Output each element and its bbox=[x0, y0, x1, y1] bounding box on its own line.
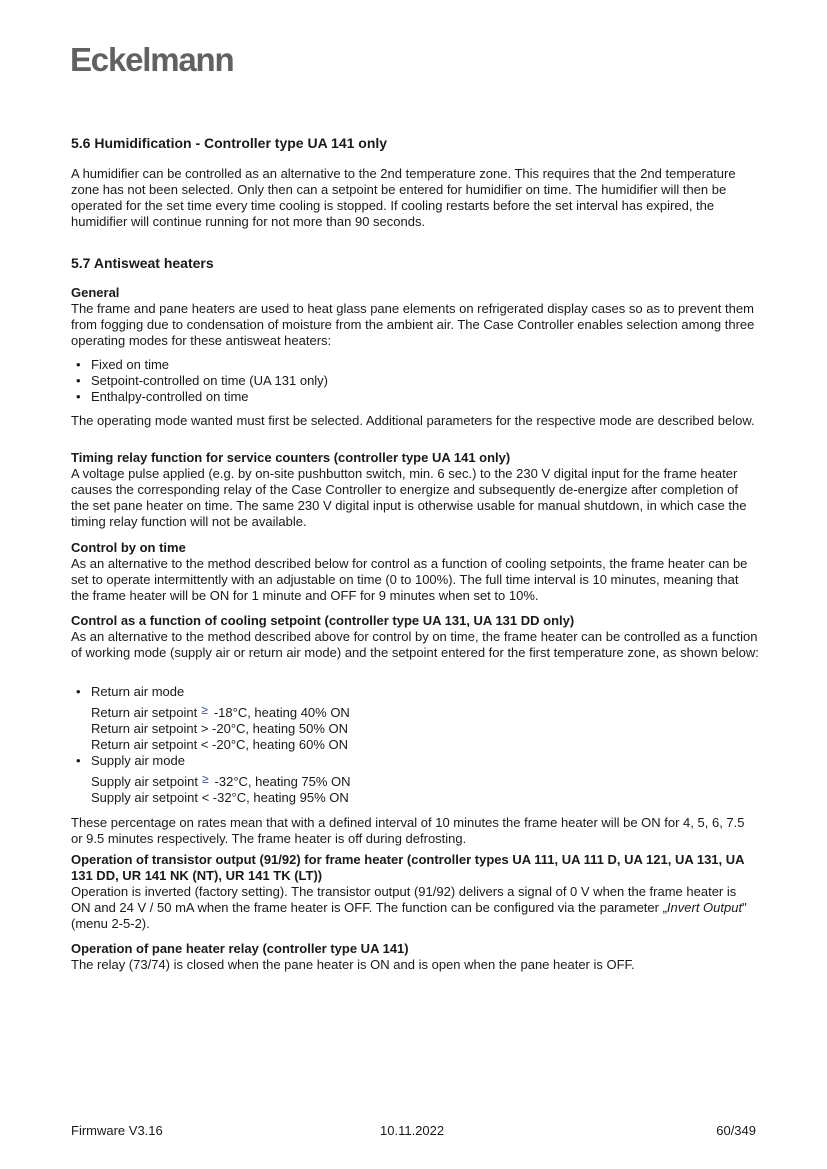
ontime-heading: Control by on time bbox=[71, 540, 186, 555]
footer-page-number: 60/349 bbox=[716, 1123, 756, 1138]
operating-modes-list bbox=[71, 357, 759, 405]
general-heading: General bbox=[71, 285, 120, 300]
footer-firmware: Firmware V3.16 bbox=[71, 1123, 163, 1138]
setpoint-text: Return air setpoint bbox=[91, 705, 198, 720]
text: " (menu 2-5-2). bbox=[71, 900, 747, 931]
text: Operation is inverted (factory setting). The transistor output (91/92) delivers a signal of 0 V when the frame heater is ON and 24 V / 50 mA when the frame heater is OFF. The function can be configured via the parameter „ bbox=[71, 884, 737, 915]
cooling-body: As an alternative to the method described above for control by on time, the frame heater can be controlled as a function of working mode (supply air or return air mode) and the setpoint entered for the first temperature zone, as shown below: bbox=[71, 629, 759, 660]
timing-body: A voltage pulse applied (e.g. by on-site pushbutton switch, min. 6 sec.) to the 230 V digital input for the frame heater causes the corresponding relay of the Case Controller to energize and subsequently de-energize after completion of the set pane heater on time. The same 230 V digital input is otherwise usable for manual shutdown, in which case the timing relay function will not be available. bbox=[71, 466, 747, 529]
cooling-heading: Control as a function of cooling setpoint (controller type UA 131, UA 131 DD only) bbox=[71, 613, 575, 628]
ontime-body: As an alternative to the method described below for control as a function of cooling setpoints, the frame heater can be set to operate intermittently with an adjustable on time (0 to 100%). The full time interval is 10 minutes, meaning that the frame heater will be ON for 1 minute and OFF for 9 minutes when set to 10%. bbox=[71, 556, 748, 603]
pane-body: The relay (73/74) is closed when the pane heater is ON and is open when the pane heater is OFF. bbox=[71, 957, 635, 972]
list-item: • Fixed on time bbox=[71, 357, 759, 373]
setpoint-text: -32°C, heating 75% ON bbox=[214, 774, 351, 789]
footer-date: 10.11.2022 bbox=[380, 1123, 445, 1138]
eckelmann-logo: Eckelmann bbox=[70, 41, 234, 78]
ge-symbol: ≥ bbox=[201, 772, 209, 786]
list-item: • Enthalpy-controlled on time bbox=[71, 389, 759, 405]
setpoint-list bbox=[71, 684, 759, 806]
transistor-body bbox=[71, 884, 759, 932]
pane-heading: Operation of pane heater relay (controller type UA 141) bbox=[71, 941, 409, 956]
parameter-name: Invert Output bbox=[666, 900, 743, 915]
list-item: • Setpoint-controlled on time (UA 131 only) bbox=[71, 373, 759, 389]
transistor-heading: Operation of transistor output (91/92) for frame heater (controller types UA 111, UA 111 D, UA 121, UA 131, UA 131 DD, UR 141 NK (NT), UR 141 TK (LT)) bbox=[71, 852, 745, 883]
setpoint-text: -18°C, heating 40% ON bbox=[213, 705, 350, 720]
general-body: The frame and pane heaters are used to heat glass pane elements on refrigerated display cases so as to prevent them from fogging due to condensation of moisture from the ambient air. The Case Controller enables selection among three operating modes for these antisweat heaters: bbox=[71, 301, 755, 348]
section-5-7-heading: 5.7 Antisweat heaters bbox=[71, 255, 214, 271]
setpoint-text: Supply air setpoint < -32°C, heating 95% ON bbox=[91, 790, 349, 805]
setpoint-text: Return air setpoint > -20°C, heating 50% ON bbox=[91, 721, 349, 736]
section-5-6-body: A humidifier can be controlled as an alternative to the 2nd temperature zone. This requires that the 2nd temperature zone has not been selected. Only then can a setpoint be entered for humidifier on time. The humidifier will then be operated for the set time every time cooling is stopped. If cooling restarts before the set interval has expired, the humidifier will continue running for not more than 90 seconds. bbox=[71, 166, 736, 229]
modes-body: The operating mode wanted must first be selected. Additional parameters for the respective mode are described below. bbox=[71, 413, 755, 428]
list-item: • Supply air mode bbox=[71, 753, 759, 769]
setpoint-text: Supply air setpoint bbox=[91, 774, 198, 789]
list-item: • Return air mode bbox=[71, 684, 759, 700]
ge-symbol: ≥ bbox=[201, 703, 208, 717]
percentage-body: These percentage on rates mean that with a defined interval of 10 minutes the frame heater will be ON for 4, 5, 6, 7.5 or 9.5 minutes respectively. The frame heater is off during defrosting. bbox=[71, 815, 745, 846]
setpoint-text: Return air setpoint < -20°C, heating 60% ON bbox=[91, 737, 349, 752]
timing-heading: Timing relay function for service counters (controller type UA 141 only) bbox=[71, 450, 511, 465]
section-5-6-heading: 5.6 Humidification - Controller type UA 141 only bbox=[71, 135, 388, 151]
